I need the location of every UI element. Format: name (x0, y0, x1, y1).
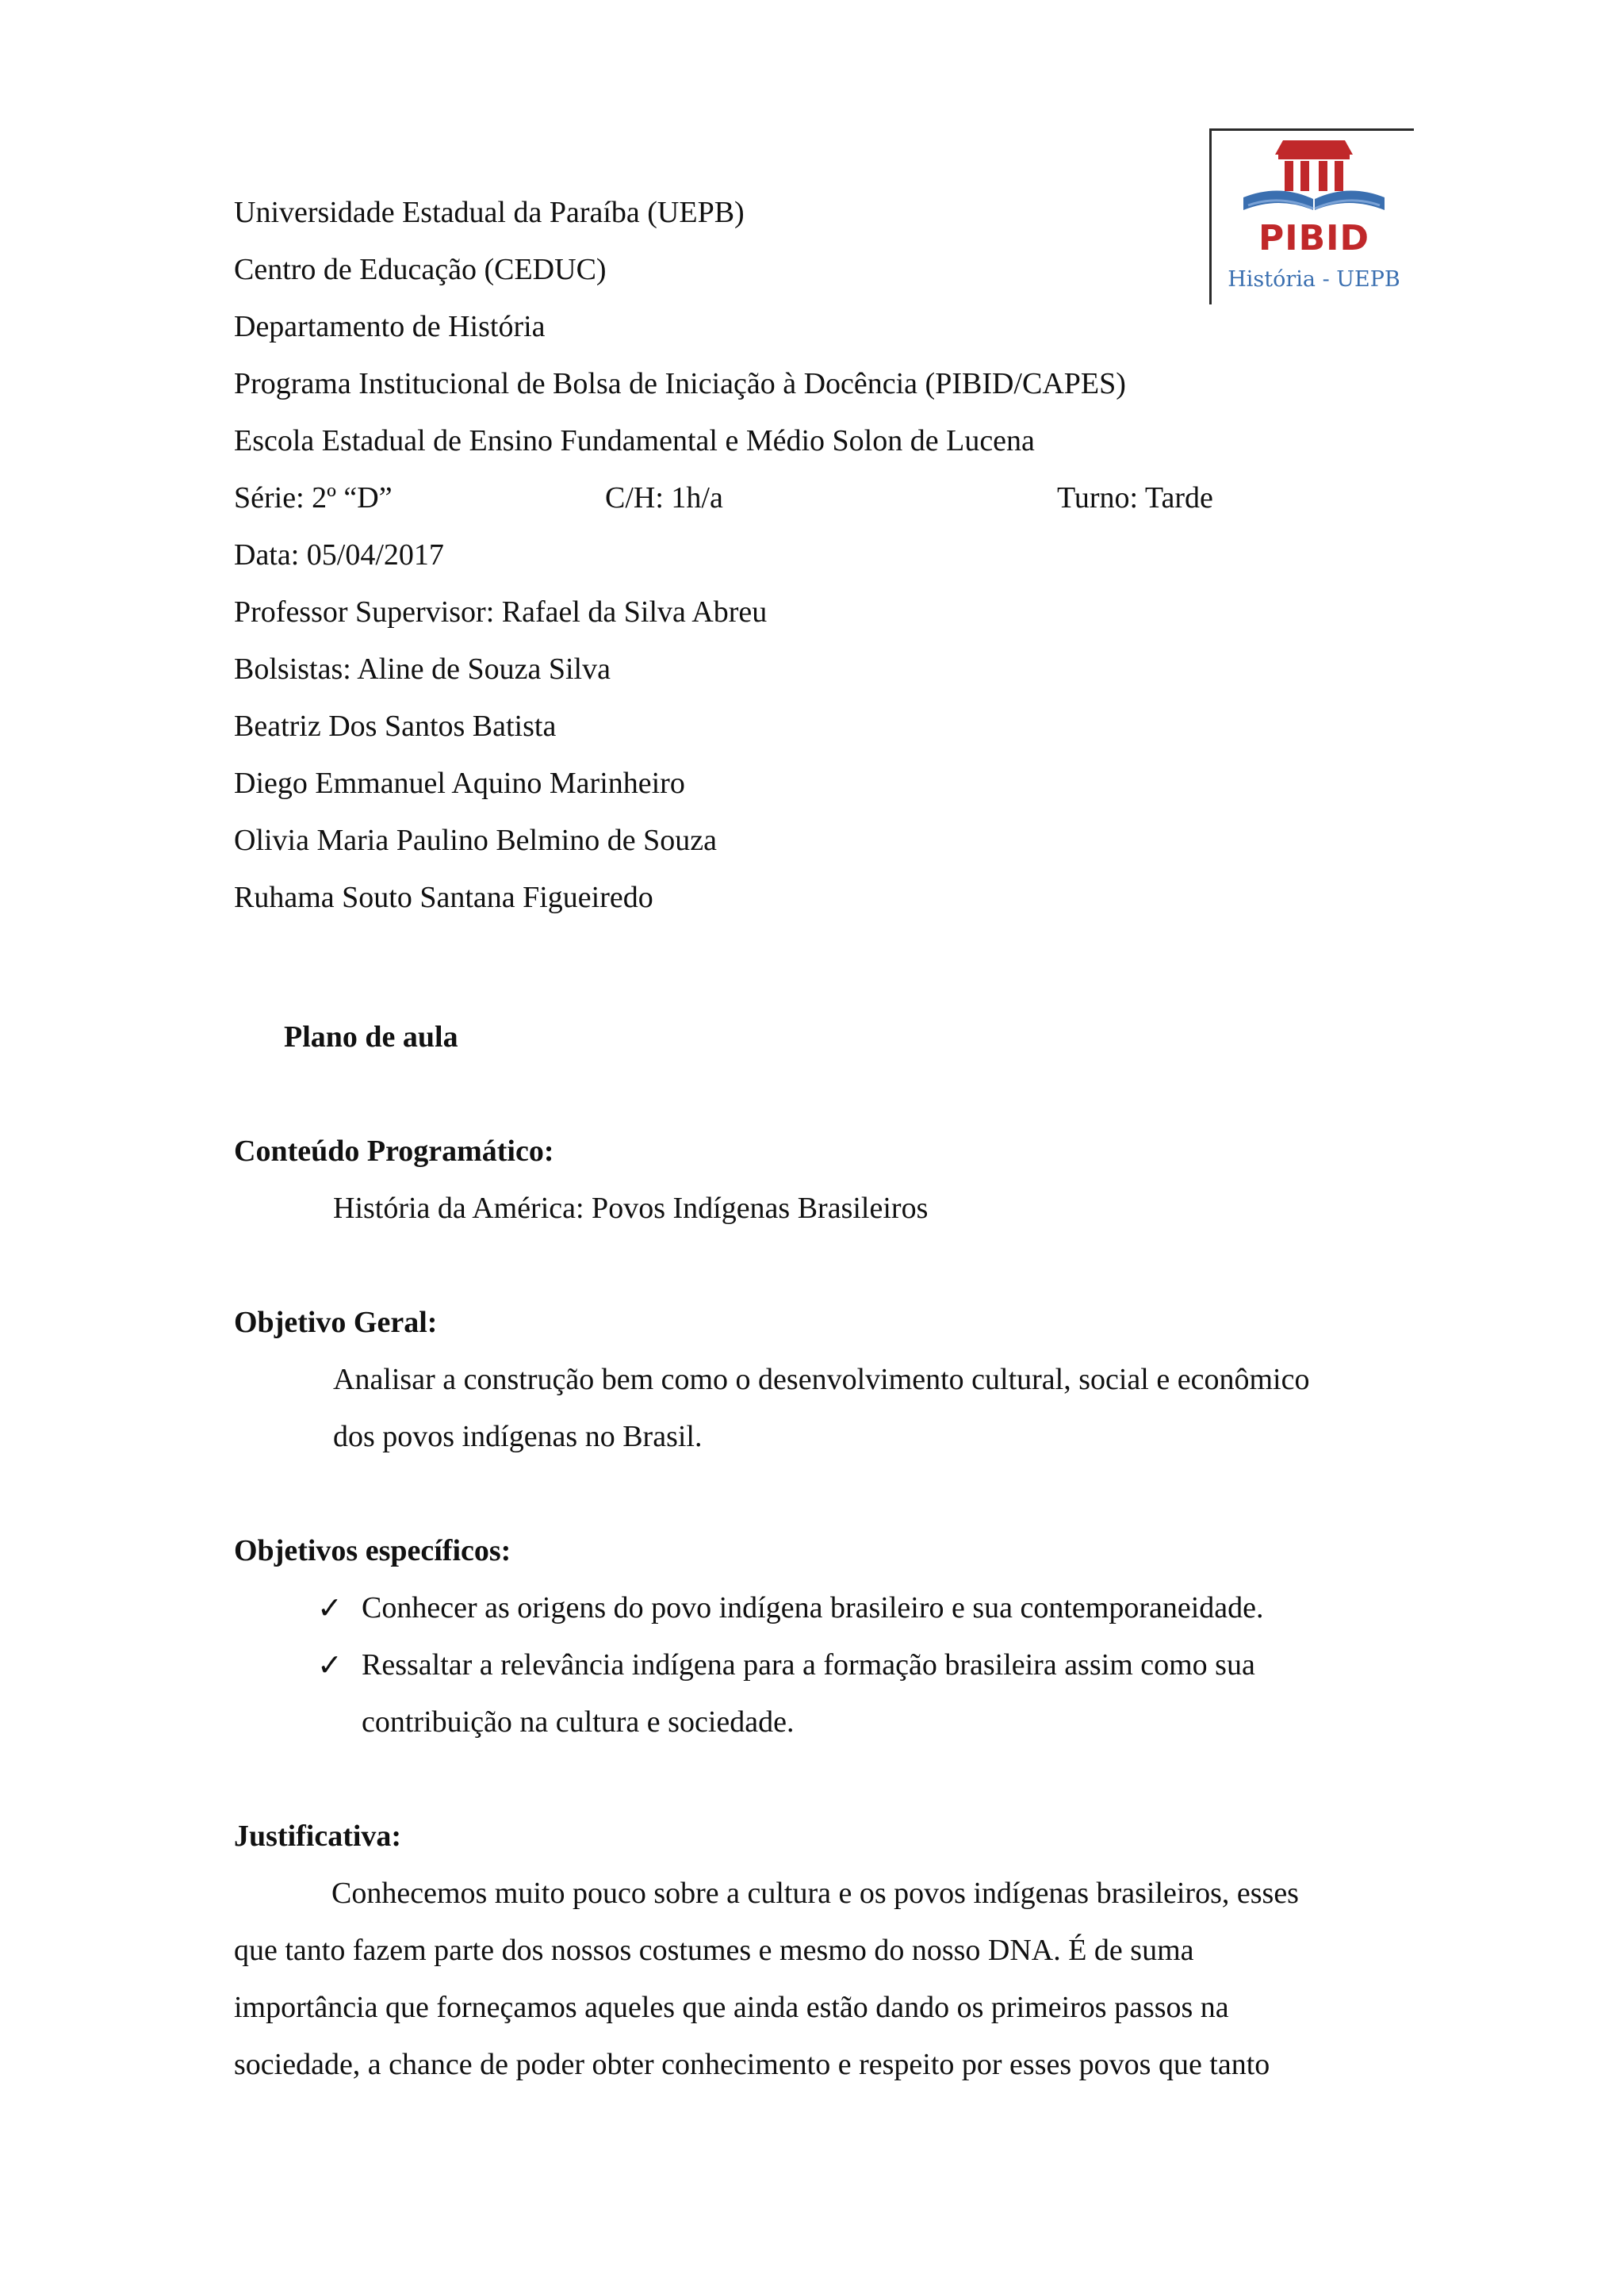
justificativa-line: Conhecemos muito pouco sobre a cultura e os povos indígenas brasileiros, esses (331, 1877, 1299, 1910)
university-name: Universidade Estadual da Paraíba (UEPB) (234, 196, 745, 229)
justificativa-line: sociedade, a chance de poder obter conhecimento e respeito por esses povos que tanto (234, 2048, 1270, 2081)
logo-subtitle: História - UEPB (1228, 267, 1400, 292)
objetivo-especifico-line: Ressaltar a relevância indígena para a formação brasileira assim como sua (362, 1648, 1255, 1682)
temple-book-icon (1212, 131, 1416, 226)
objetivos-especificos-heading: Objetivos específicos: (234, 1534, 511, 1567)
objetivo-especifico-line: contribuição na cultura e sociedade. (362, 1705, 795, 1739)
conteudo-text: História da América: Povos Indígenas Brasileiros (333, 1192, 929, 1225)
department-name: Departamento de História (234, 310, 546, 343)
bolsista-line: Bolsistas: Aline de Souza Silva (234, 652, 611, 686)
program-name: Programa Institucional de Bolsa de Iniciação à Docência (PIBID/CAPES) (234, 367, 1126, 400)
plan-title: Plano de aula (284, 1020, 458, 1054)
justificativa-heading: Justificativa: (234, 1820, 402, 1853)
objetivo-especifico-line: Conhecer as origens do povo indígena brasileiro e sua contemporaneidade. (362, 1591, 1264, 1624)
justificativa-line: importância que forneçamos aqueles que ainda estão dando os primeiros passos na (234, 1991, 1229, 2024)
objetivo-geral-line: dos povos indígenas no Brasil. (333, 1420, 703, 1453)
serie-field: Série: 2º “D” (234, 481, 393, 515)
ch-field: C/H: 1h/a (605, 481, 723, 515)
school-name: Escola Estadual de Ensino Fundamental e Médio Solon de Lucena (234, 424, 1035, 457)
objetivo-geral-heading: Objetivo Geral: (234, 1306, 438, 1339)
bolsista-line: Ruhama Souto Santana Figueiredo (234, 881, 653, 914)
turno-field: Turno: Tarde (1057, 481, 1213, 515)
justificativa-line: que tanto fazem parte dos nossos costumes e mesmo do nosso DNA. É de suma (234, 1934, 1194, 1967)
date-field: Data: 05/04/2017 (234, 538, 444, 572)
bolsista-line: Diego Emmanuel Aquino Marinheiro (234, 767, 685, 800)
objetivo-geral-line: Analisar a construção bem como o desenvolvimento cultural, social e econômico (333, 1363, 1310, 1396)
checkmark-icon: ✓ (317, 1647, 343, 1682)
logo-title: PIBID (1258, 218, 1370, 258)
conteudo-heading: Conteúdo Programático: (234, 1135, 554, 1168)
center-name: Centro de Educação (CEDUC) (234, 253, 607, 286)
supervisor-field: Professor Supervisor: Rafael da Silva Abreu (234, 595, 768, 629)
bolsista-line: Olivia Maria Paulino Belmino de Souza (234, 824, 717, 857)
checkmark-icon: ✓ (317, 1590, 343, 1625)
bolsista-line: Beatriz Dos Santos Batista (234, 710, 557, 743)
pibid-logo (1209, 128, 1414, 304)
